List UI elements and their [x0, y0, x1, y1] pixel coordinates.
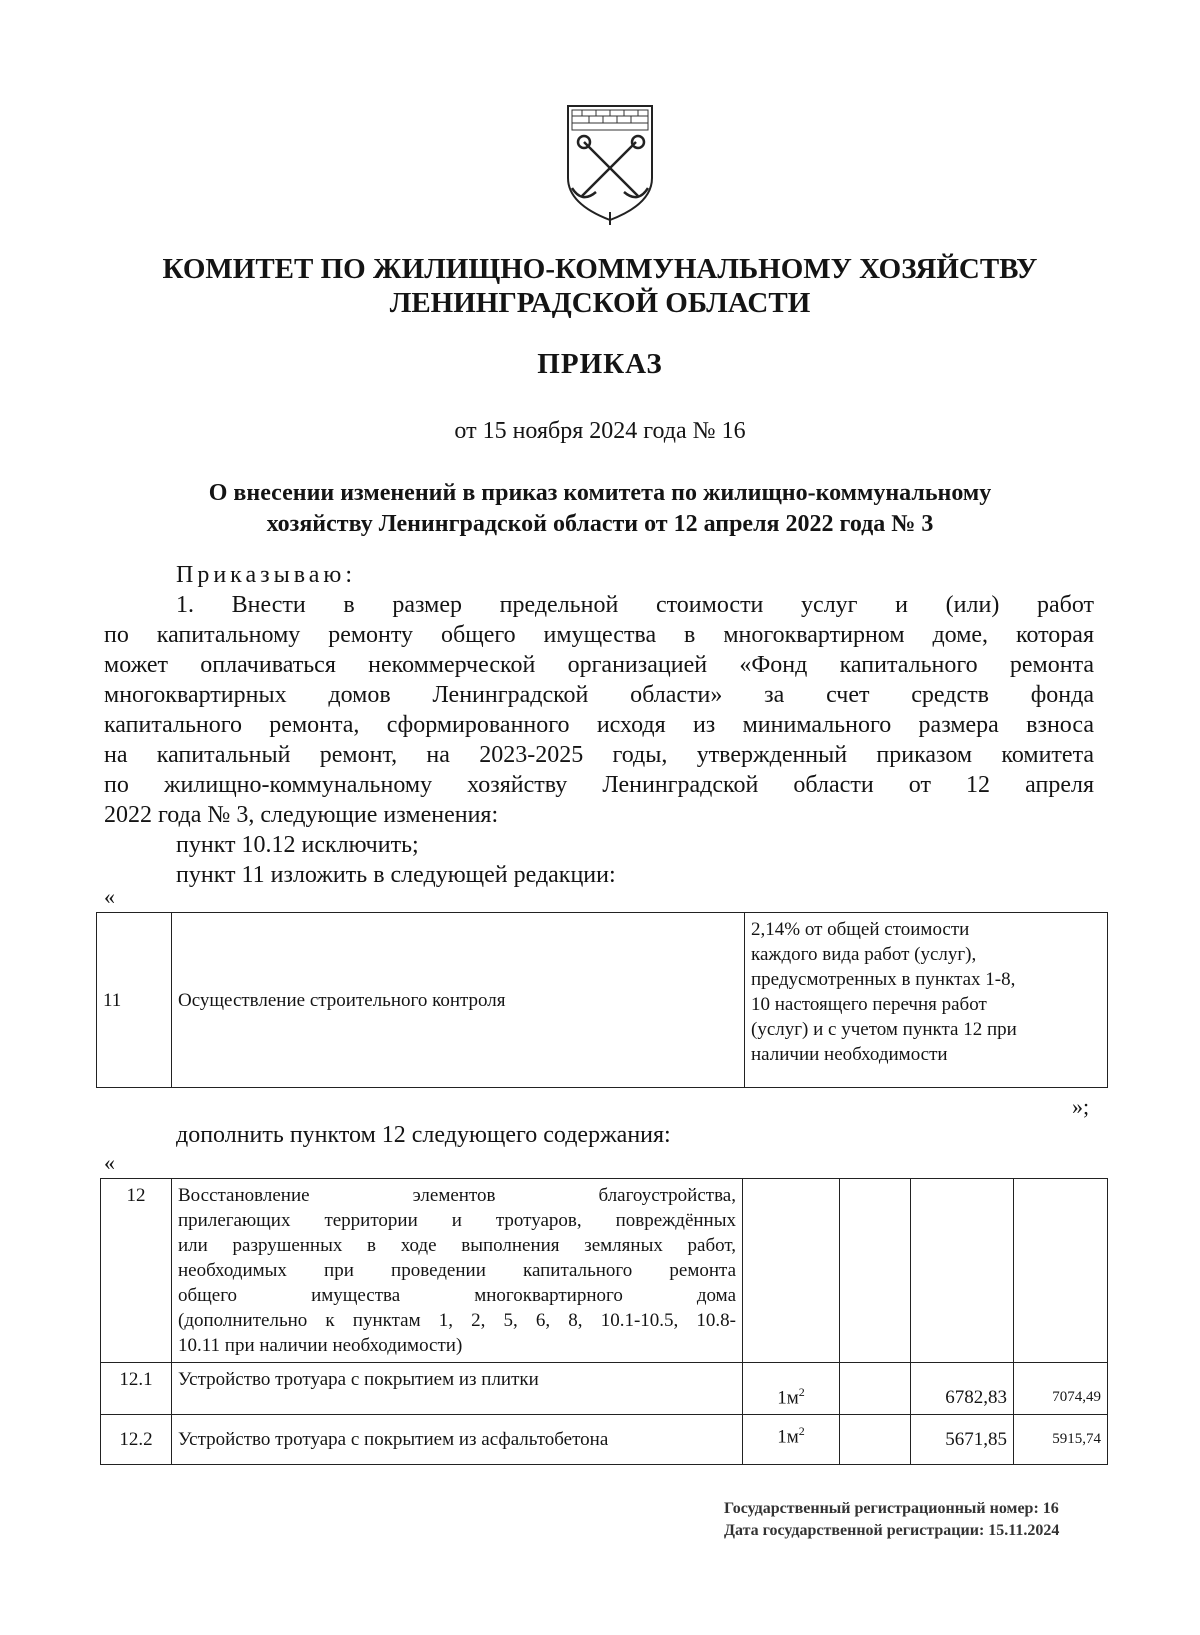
value-line: 10 настоящего перечня работ — [751, 994, 987, 1015]
row-price-1 — [911, 1179, 1014, 1363]
unit-exponent: 2 — [798, 1384, 805, 1399]
organization-line-1: КОМИТЕТ ПО ЖИЛИЩНО-КОММУНАЛЬНОМУ ХОЗЯЙСТВУ — [162, 253, 1038, 285]
value-line: 2,14% от общей стоимости — [751, 919, 970, 940]
row-name: Устройство тротуара с покрытием из плитки — [172, 1363, 743, 1415]
row-price-2: 5915,74 — [1014, 1415, 1108, 1465]
paragraph-1 — [104, 590, 1094, 890]
quote-close: »; — [1072, 1094, 1090, 1119]
item-redact: пункт 11 изложить в следующей редакции: — [176, 862, 616, 888]
row-price-2: 7074,49 — [1014, 1363, 1108, 1415]
table-row — [97, 913, 1108, 1088]
row-name: Осуществление строительного контроля — [172, 913, 745, 1088]
registration-info — [724, 1498, 1059, 1542]
paragraph-line: 1. Внести в размер предельной стоимости услуг и (или) работ — [176, 592, 1094, 618]
row-name — [172, 1179, 743, 1363]
item-exclude: пункт 10.12 исключить; — [176, 832, 419, 858]
organization-line-2: ЛЕНИНГРАДСКОЙ ОБЛАСТИ — [389, 287, 811, 319]
paragraph-line: по капитальному ремонту общего имущества в многоквартирном доме, которая — [104, 622, 1094, 648]
row-price-1: 6782,83 — [911, 1363, 1014, 1415]
row-unit — [743, 1415, 840, 1465]
row-empty — [840, 1363, 911, 1415]
value-line: предусмотренных в пунктах 1-8, — [751, 969, 1016, 990]
organization-name — [0, 252, 1200, 320]
paragraph-line: капитального ремонта, сформированного исходя из минимального размера взноса — [104, 712, 1094, 738]
paragraph-line: может оплачиваться некоммерческой организацией «Фонд капитального ремонта — [104, 652, 1094, 678]
row-number: 12.2 — [101, 1415, 172, 1465]
row-price-2 — [1014, 1179, 1108, 1363]
table-item-11 — [96, 912, 1108, 1088]
table-item-12 — [100, 1178, 1108, 1465]
document-type: ПРИКАЗ — [537, 348, 663, 380]
row-number: 12 — [101, 1179, 172, 1363]
row-price-1: 5671,85 — [911, 1415, 1014, 1465]
paragraph-line: на капитальный ремонт, на 2023-2025 годы, утвержденный приказом комитета — [104, 742, 1094, 768]
row-number: 12.1 — [101, 1363, 172, 1415]
row-name: Устройство тротуара с покрытием из асфальтобетона — [172, 1415, 743, 1465]
paragraph-line: 2022 года № 3, следующие изменения: — [104, 802, 499, 828]
document-date-number: от 15 ноября 2024 года № 16 — [454, 418, 746, 444]
row-value — [745, 913, 1108, 1088]
registration-number: Государственный регистрационный номер: 16 — [724, 1500, 1059, 1517]
name-line: 10.11 при наличии необходимости) — [178, 1335, 463, 1356]
row-unit — [743, 1179, 840, 1363]
name-line: или разрушенных в ходе выполнения земляных работ, — [178, 1235, 736, 1256]
table-row — [101, 1363, 1108, 1415]
row-empty — [840, 1415, 911, 1465]
subject-line-1: О внесении изменений в приказ комитета по жилищно-коммунальному — [208, 480, 992, 506]
quote-open-2: « — [104, 1150, 115, 1175]
row-unit — [743, 1363, 840, 1415]
registration-date: Дата государственной регистрации: 15.11.2024 — [724, 1522, 1060, 1539]
value-line: каждого вида работ (услуг), — [751, 944, 977, 965]
value-line: наличии необходимости — [751, 1044, 948, 1065]
paragraph-line: по жилищно-коммунальному хозяйству Ленинградской области от 12 апреля — [104, 772, 1094, 798]
table-row — [101, 1415, 1108, 1465]
name-line: необходимых при проведении капитального ремонта — [178, 1260, 736, 1281]
unit-label: 1м — [777, 1387, 799, 1408]
quote-open: « — [104, 884, 115, 909]
name-line: (дополнительно к пунктам 1, 2, 5, 6, 8, 10.1-10.5, 10.8- — [178, 1310, 736, 1331]
document-subject — [0, 478, 1200, 540]
table-row — [101, 1179, 1108, 1363]
unit-exponent: 2 — [798, 1424, 805, 1438]
row-empty — [840, 1179, 911, 1363]
paragraph-line: многоквартирных домов Ленинградской области» за счет средств фонда — [104, 682, 1094, 708]
unit-label: 1м — [777, 1426, 799, 1448]
item-add: дополнить пунктом 12 следующего содержания: — [176, 1122, 671, 1148]
name-line: прилегающих территории и тротуаров, повреждённых — [178, 1210, 736, 1231]
coat-of-arms-icon — [560, 100, 660, 225]
value-line: (услуг) и с учетом пункта 12 при — [751, 1019, 1017, 1040]
row-number: 11 — [97, 913, 172, 1088]
name-line: Восстановление элементов благоустройства, — [178, 1185, 736, 1206]
name-line: общего имущества многоквартирного дома — [178, 1285, 736, 1306]
subject-line-2: хозяйству Ленинградской области от 12 апреля 2022 года № 3 — [266, 511, 934, 537]
order-word: Приказываю: — [176, 562, 356, 588]
